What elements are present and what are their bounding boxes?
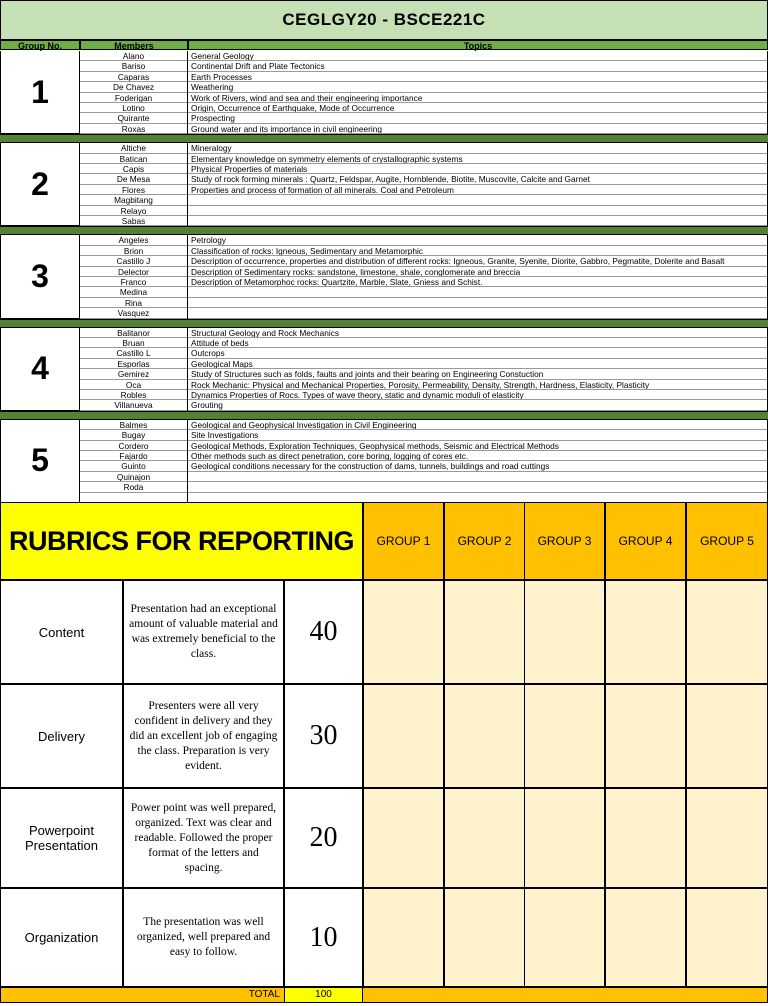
topic-cell: Study of Structures such as folds, faults and joints and their bearing on Engineering Constuction	[188, 369, 767, 379]
member-cell: Roxas	[80, 124, 187, 134]
member-cell: De Mesa	[80, 174, 187, 184]
member-cell: Capis	[80, 164, 187, 174]
member-cell: Alano	[80, 51, 187, 61]
group-number: 2	[0, 143, 80, 226]
member-cell: Quinajon	[80, 472, 187, 482]
header-group-no: Group No.	[0, 40, 80, 50]
topic-cell	[188, 287, 767, 297]
criterion-points: 30	[284, 684, 363, 788]
group-header: GROUP 4	[605, 502, 686, 580]
group-number: 1	[0, 51, 80, 134]
score-cell[interactable]	[524, 580, 605, 684]
topic-cell: Description of Metamorphoc rocks: Quartzite, Marble, Slate, Gniess and Schist.	[188, 277, 767, 287]
criterion-name: Delivery	[0, 684, 123, 788]
score-cell[interactable]	[686, 788, 768, 888]
score-cell[interactable]	[444, 788, 525, 888]
group-block	[0, 143, 768, 227]
total-value: 100	[284, 987, 363, 1003]
score-cell[interactable]	[686, 684, 768, 788]
group-header: GROUP 3	[524, 502, 605, 580]
member-cell: Castillo J	[80, 256, 187, 266]
rubric-section	[0, 502, 768, 1006]
topic-cell: Prospecting	[188, 113, 767, 123]
member-cell: Oca	[80, 380, 187, 390]
member-cell: Angeles	[80, 235, 187, 245]
header-topics: Topics	[188, 40, 768, 50]
member-cell: Fajardo	[80, 451, 187, 461]
group-separator	[0, 411, 768, 420]
group-block	[0, 420, 768, 504]
member-cell: Bariso	[80, 61, 187, 71]
topic-cell	[188, 206, 767, 216]
score-cell[interactable]	[524, 788, 605, 888]
topic-cell: Properties and process of formation of all minerals. Coal and Petroleum	[188, 185, 767, 195]
topic-cell: Description of Sedimentary rocks: sandstone, limestone, shale, conglomerate and breccia	[188, 267, 767, 277]
topic-cell: Study of rock forming minerals : Quartz, Feldspar, Augite, Hornblende, Biotite, Muscovite, Calcite and Garnet	[188, 174, 767, 184]
criterion-name: Powerpoint Presentation	[0, 788, 123, 888]
group-separator	[0, 319, 768, 328]
topic-cell: Geological conditions necessary for the construction of dams, tunnels, buildings and road cuttings	[188, 461, 767, 471]
topic-cell: Dynamics Properties of Rocs. Types of wave theory, static and dynamic moduli of elasticity	[188, 390, 767, 400]
criterion-points: 10	[284, 888, 363, 987]
topic-cell: Origin, Occurrence of Earthquake, Mode of Occurrence	[188, 103, 767, 113]
member-cell: Relayo	[80, 206, 187, 216]
group-header: GROUP 5	[686, 502, 768, 580]
member-cell: Guinto	[80, 461, 187, 471]
topic-cell: Site Investigations	[188, 430, 767, 440]
member-cell: Vasquez	[80, 308, 187, 318]
criterion-points: 20	[284, 788, 363, 888]
member-cell: Bruan	[80, 338, 187, 348]
group-assignment-sheet	[0, 0, 768, 500]
criterion-name: Content	[0, 580, 123, 684]
score-cell[interactable]	[524, 684, 605, 788]
member-cell: Villanueva	[80, 400, 187, 410]
group-number: 4	[0, 328, 80, 411]
member-cell: Batican	[80, 154, 187, 164]
score-cell[interactable]	[444, 684, 525, 788]
topics-column	[188, 51, 768, 134]
topic-cell: Geological Methods, Exploration Techniques, Geophysical methods, Seismic and Electrical Methods	[188, 441, 767, 451]
member-cell: Medina	[80, 287, 187, 297]
member-cell: Balmes	[80, 420, 187, 430]
score-cell[interactable]	[605, 888, 686, 987]
criterion-description: Presentation had an exceptional amount of valuable material and was extremely beneficial to the class.	[123, 580, 284, 684]
group-header: GROUP 1	[363, 502, 444, 580]
group-number: 5	[0, 420, 80, 503]
score-cell[interactable]	[363, 684, 444, 788]
topics-column	[188, 143, 768, 226]
rubric-title: RUBRICS FOR REPORTING	[0, 502, 363, 580]
member-cell: Altiche	[80, 143, 187, 153]
group-separator	[0, 226, 768, 235]
score-cell[interactable]	[524, 888, 605, 987]
criterion-points: 40	[284, 580, 363, 684]
group-block	[0, 328, 768, 412]
member-cell: Quirante	[80, 113, 187, 123]
topic-cell	[188, 298, 767, 308]
topic-cell: Classification of rocks: Igneous, Sedimentary and Metamorphic	[188, 246, 767, 256]
criterion-description: The presentation was well organized, well prepared and easy to follow.	[123, 888, 284, 987]
total-label: TOTAL	[248, 989, 280, 1000]
score-cell[interactable]	[363, 580, 444, 684]
score-cell[interactable]	[605, 580, 686, 684]
score-cell[interactable]	[605, 788, 686, 888]
member-cell: Flores	[80, 185, 187, 195]
topic-cell	[188, 472, 767, 482]
topic-cell: Physical Properties of materials	[188, 164, 767, 174]
topic-cell: Geological and Geophysical Investigation in Civil Engineering	[188, 420, 767, 430]
members-column	[80, 235, 188, 318]
member-cell: Robles	[80, 390, 187, 400]
topic-cell: Continental Drift and Plate Tectonics	[188, 61, 767, 71]
topic-cell: Rock Mechanic: Physical and Mechanical Properties, Porosity, Permeability, Density, Strength, Hardness, Elasticity, Plasticity	[188, 380, 767, 390]
topic-cell: Weathering	[188, 82, 767, 92]
topics-column	[188, 328, 768, 411]
member-cell: Bugay	[80, 430, 187, 440]
criterion-description: Presenters were all very confident in delivery and they did an excellent job of engaging the class. Preparation is very evident.	[123, 684, 284, 788]
score-cell[interactable]	[605, 684, 686, 788]
members-column	[80, 420, 188, 503]
topic-cell	[188, 216, 767, 226]
member-cell: Gemirez	[80, 369, 187, 379]
member-cell: Lotino	[80, 103, 187, 113]
topic-cell: Earth Processes	[188, 72, 767, 82]
score-cell[interactable]	[686, 888, 768, 987]
topic-cell: Ground water and its importance in civil engineering	[188, 124, 767, 134]
header-members: Members	[80, 40, 188, 50]
topic-cell: Structural Geology and Rock Mechanics	[188, 328, 767, 338]
member-cell: Rina	[80, 298, 187, 308]
topic-cell: Geological Maps	[188, 359, 767, 369]
members-column	[80, 328, 188, 411]
score-cell[interactable]	[444, 580, 525, 684]
members-column	[80, 143, 188, 226]
score-cell[interactable]	[363, 888, 444, 987]
member-cell: De Chavez	[80, 82, 187, 92]
member-cell: Sabas	[80, 216, 187, 226]
group-separator	[0, 134, 768, 143]
topic-cell	[188, 195, 767, 205]
score-cell[interactable]	[444, 888, 525, 987]
member-cell: Cordero	[80, 441, 187, 451]
member-cell: Roda	[80, 482, 187, 492]
topic-cell: Work of Rivers, wind and sea and their engineering importance	[188, 93, 767, 103]
topic-cell: Other methods such as direct penetration, core boring, logging of cores etc.	[188, 451, 767, 461]
group-block	[0, 51, 768, 135]
topic-cell: General Geology	[188, 51, 767, 61]
topics-column	[188, 420, 768, 503]
member-cell: Caparas	[80, 72, 187, 82]
group-block	[0, 235, 768, 319]
topic-cell: Outcrops	[188, 348, 767, 358]
topic-cell	[188, 482, 767, 492]
criterion-name: Organization	[0, 888, 123, 987]
member-cell: Castillo L	[80, 348, 187, 358]
member-cell: Magbitang	[80, 195, 187, 205]
topic-cell: Mineralogy	[188, 143, 767, 153]
member-cell: Balitanor	[80, 328, 187, 338]
criterion-description: Power point was well prepared, organized. Text was clear and readable. Followed the proper format of the letters and spacing.	[123, 788, 284, 888]
member-cell: Franco	[80, 277, 187, 287]
topic-cell: Description of occurrence, properties and distribution of different rocks: Igneous, Granite, Syenite, Diorite, Gabbro, Pegmatite, Dolerite and Basalt	[188, 256, 767, 266]
topic-cell: Grouting	[188, 400, 767, 410]
topic-cell: Petrology	[188, 235, 767, 245]
members-column	[80, 51, 188, 134]
member-cell: Delector	[80, 267, 187, 277]
member-cell: Esporlas	[80, 359, 187, 369]
topic-cell	[188, 308, 767, 318]
member-cell: Foderigan	[80, 93, 187, 103]
member-cell: Brion	[80, 246, 187, 256]
score-cell[interactable]	[686, 580, 768, 684]
score-cell[interactable]	[363, 788, 444, 888]
topic-cell: Attitude of beds	[188, 338, 767, 348]
topic-cell: Elementary knowledge on symmetry elements of crystallographic systems	[188, 154, 767, 164]
group-number: 3	[0, 235, 80, 318]
sheet-title: CEGLGY20 - BSCE221C	[0, 0, 768, 40]
group-header: GROUP 2	[444, 502, 525, 580]
topics-column	[188, 235, 768, 318]
